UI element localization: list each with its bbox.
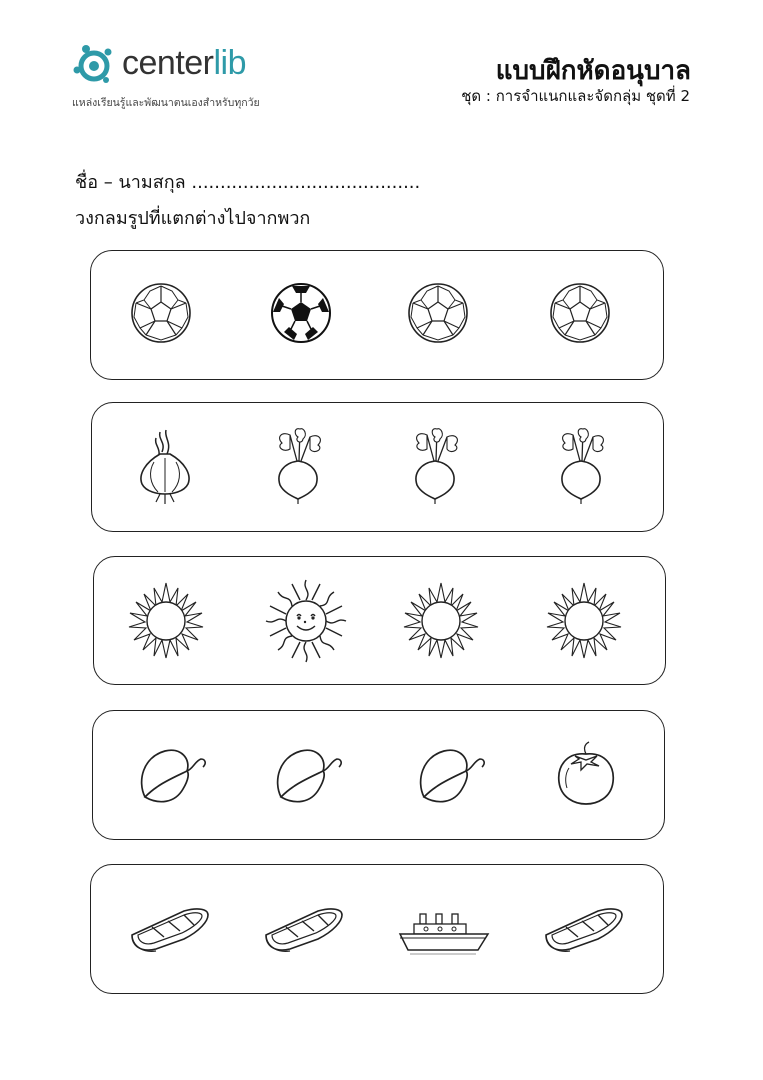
rowboat-icon[interactable] xyxy=(542,903,626,955)
sun-icon[interactable] xyxy=(125,580,207,662)
acorn-icon[interactable] xyxy=(271,745,345,807)
sun-smiling-face-icon[interactable] xyxy=(262,576,350,666)
centerlib-logo xyxy=(72,42,302,112)
student-name-field[interactable]: ชื่อ – นามสกุล ........................................ xyxy=(75,172,421,193)
page-title: แบบฝึกหัดอนุบาล xyxy=(495,56,691,86)
sun-icon[interactable] xyxy=(543,580,625,662)
acorn-icon[interactable] xyxy=(414,745,488,807)
beetroot-icon[interactable] xyxy=(270,425,326,505)
onion-icon[interactable] xyxy=(136,428,194,506)
instruction-text: วงกลมรูปที่แตกต่างไปจากพวก xyxy=(75,208,311,229)
soccer-ball-outline-icon[interactable] xyxy=(407,282,469,344)
tomato-icon[interactable] xyxy=(553,738,619,808)
beetroot-icon[interactable] xyxy=(553,425,609,505)
acorn-icon[interactable] xyxy=(135,745,209,807)
rowboat-icon[interactable] xyxy=(262,903,346,955)
soccer-ball-outline-icon[interactable] xyxy=(130,282,192,344)
soccer-ball-outline-icon[interactable] xyxy=(549,282,611,344)
sun-icon[interactable] xyxy=(400,580,482,662)
logo-tagline: แหล่งเรียนรู้และพัฒนาตนเองสำหรับทุกวัย xyxy=(72,97,260,109)
logo-wordmark: centerlib xyxy=(122,44,247,82)
page-subtitle: ชุด : การจำแนกและจัดกลุ่ม ชุดที่ 2 xyxy=(461,87,690,105)
soccer-ball-filled-icon[interactable] xyxy=(270,282,332,344)
rowboat-icon[interactable] xyxy=(128,903,212,955)
logo-molecule-icon xyxy=(72,42,120,88)
beetroot-icon[interactable] xyxy=(407,425,463,505)
ship-icon[interactable] xyxy=(396,908,492,958)
